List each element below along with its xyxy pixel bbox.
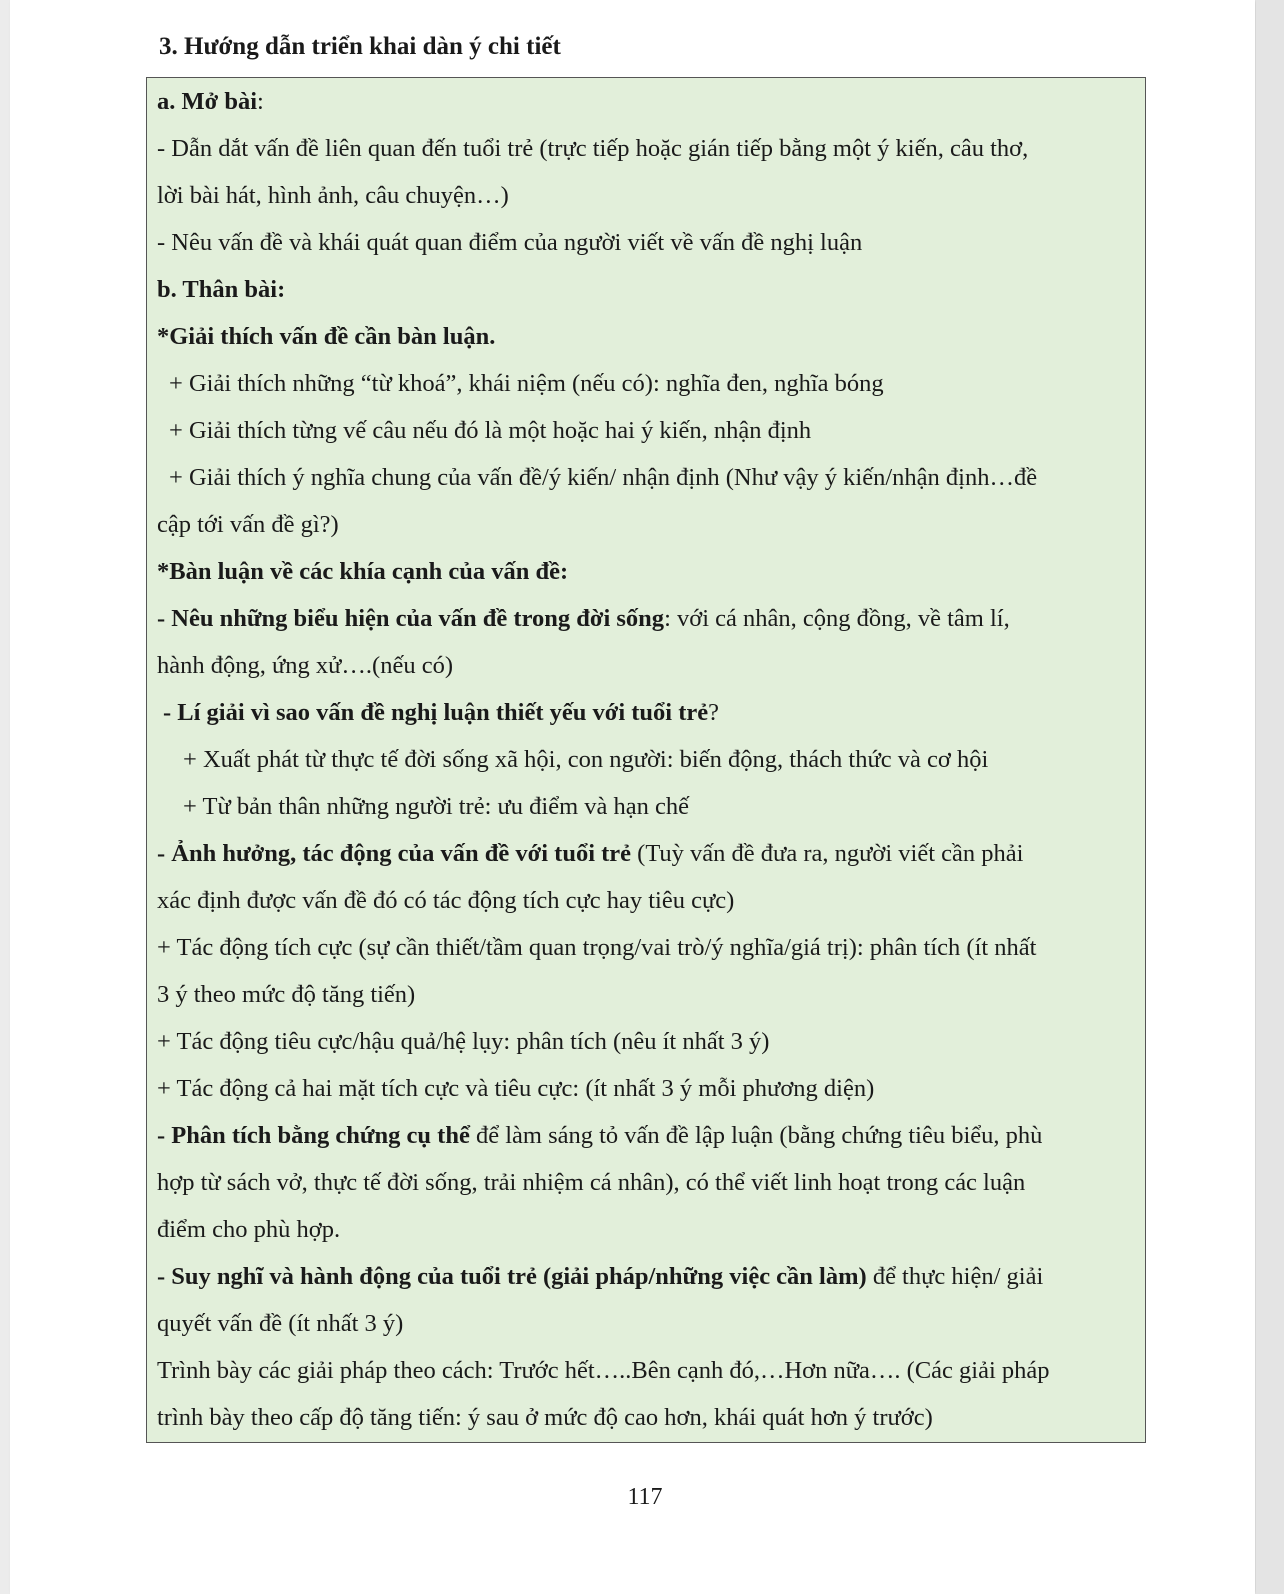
tac-dong-item-3: + Tác động cả hai mặt tích cực và tiêu cực: (ít nhất 3 ý mỗi phương diện) xyxy=(157,1075,875,1102)
giai-thich-item-3-cont: cập tới vấn đề gì?) xyxy=(157,511,339,538)
than-bai-title: b. Thân bài: xyxy=(157,276,286,303)
outline-box xyxy=(146,77,1146,1443)
li-giai-line: - Lí giải vì sao vấn đề nghị luận thiết yếu với tuổi trẻ? xyxy=(163,699,719,726)
viewer-edge xyxy=(1256,0,1284,1594)
tac-dong-item-1: + Tác động tích cực (sự cần thiết/tầm quan trọng/vai trò/ý nghĩa/giá trị): phân tích (ít nhất xyxy=(157,934,1037,961)
trinh-bay-line-1: Trình bày các giải pháp theo cách: Trước hết…..Bên cạnh đó,…Hơn nữa…. (Các giải pháp xyxy=(157,1357,1050,1384)
li-giai-item-2: + Từ bản thân những người trẻ: ưu điểm và hạn chế xyxy=(183,793,690,820)
giai-thich-item-3: + Giải thích ý nghĩa chung của vấn đề/ý kiến/ nhận định (Như vậy ý kiến/nhận định…đề xyxy=(169,464,1038,491)
giai-thich-item-1: + Giải thích những “từ khoá”, khái niệm (nếu có): nghĩa đen, nghĩa bóng xyxy=(169,370,884,397)
bieu-hien-line-1: - Nêu những biểu hiện của vấn đề trong đời sống: với cá nhân, cộng đồng, về tâm lí, xyxy=(157,605,1010,632)
page-number: 117 xyxy=(627,1484,663,1510)
tac-dong-item-2: + Tác động tiêu cực/hậu quả/hệ lụy: phân tích (nêu ít nhất 3 ý) xyxy=(157,1028,770,1055)
mo-bai-title: a. Mở bài: xyxy=(157,88,264,115)
bieu-hien-line-2: hành động, ứng xử….(nếu có) xyxy=(157,652,453,679)
mo-bai-line-1: - Dẫn dắt vấn đề liên quan đến tuổi trẻ (trực tiếp hoặc gián tiếp bằng một ý kiến, câu thơ, xyxy=(157,135,1029,162)
li-giai-item-1: + Xuất phát từ thực tế đời sống xã hội, con người: biến động, thách thức và cơ hội xyxy=(183,746,989,773)
phan-tich-line-2: hợp từ sách vở, thực tế đời sống, trải nhiệm cá nhân), có thể viết linh hoạt trong các luận xyxy=(157,1169,1026,1196)
section-heading: 3. Hướng dẫn triển khai dàn ý chi tiết xyxy=(159,33,561,60)
anh-huong-line-2: xác định được vấn đề đó có tác động tích cực hay tiêu cực) xyxy=(157,887,735,914)
anh-huong-line-1: - Ảnh hưởng, tác động của vấn đề với tuổi trẻ (Tuỳ vấn đề đưa ra, người viết cần phải xyxy=(157,840,1024,867)
phan-tich-line-3: điểm cho phù hợp. xyxy=(157,1216,341,1243)
suy-nghi-line-1: - Suy nghĩ và hành động của tuổi trẻ (giải pháp/những việc cần làm) để thực hiện/ giải xyxy=(157,1263,1044,1290)
trinh-bay-line-2: trình bày theo cấp độ tăng tiến: ý sau ở mức độ cao hơn, khái quát hơn ý trước) xyxy=(157,1404,933,1431)
tac-dong-item-1-cont: 3 ý theo mức độ tăng tiến) xyxy=(157,981,416,1008)
suy-nghi-line-2: quyết vấn đề (ít nhất 3 ý) xyxy=(157,1310,404,1337)
giai-thich-item-2: + Giải thích từng vế câu nếu đó là một hoặc hai ý kiến, nhận định xyxy=(169,417,812,444)
phan-tich-line-1: - Phân tích bằng chứng cụ thể để làm sáng tỏ vấn đề lập luận (bằng chứng tiêu biểu, phù xyxy=(157,1122,1043,1149)
giai-thich-title: *Giải thích vấn đề cần bàn luận. xyxy=(157,323,496,350)
mo-bai-line-2: lời bài hát, hình ảnh, câu chuyện…) xyxy=(157,182,509,209)
ban-luan-title: *Bàn luận về các khía cạnh của vấn đề: xyxy=(157,558,569,585)
mo-bai-line-3: - Nêu vấn đề và khái quát quan điểm của người viết về vấn đề nghị luận xyxy=(157,229,863,256)
